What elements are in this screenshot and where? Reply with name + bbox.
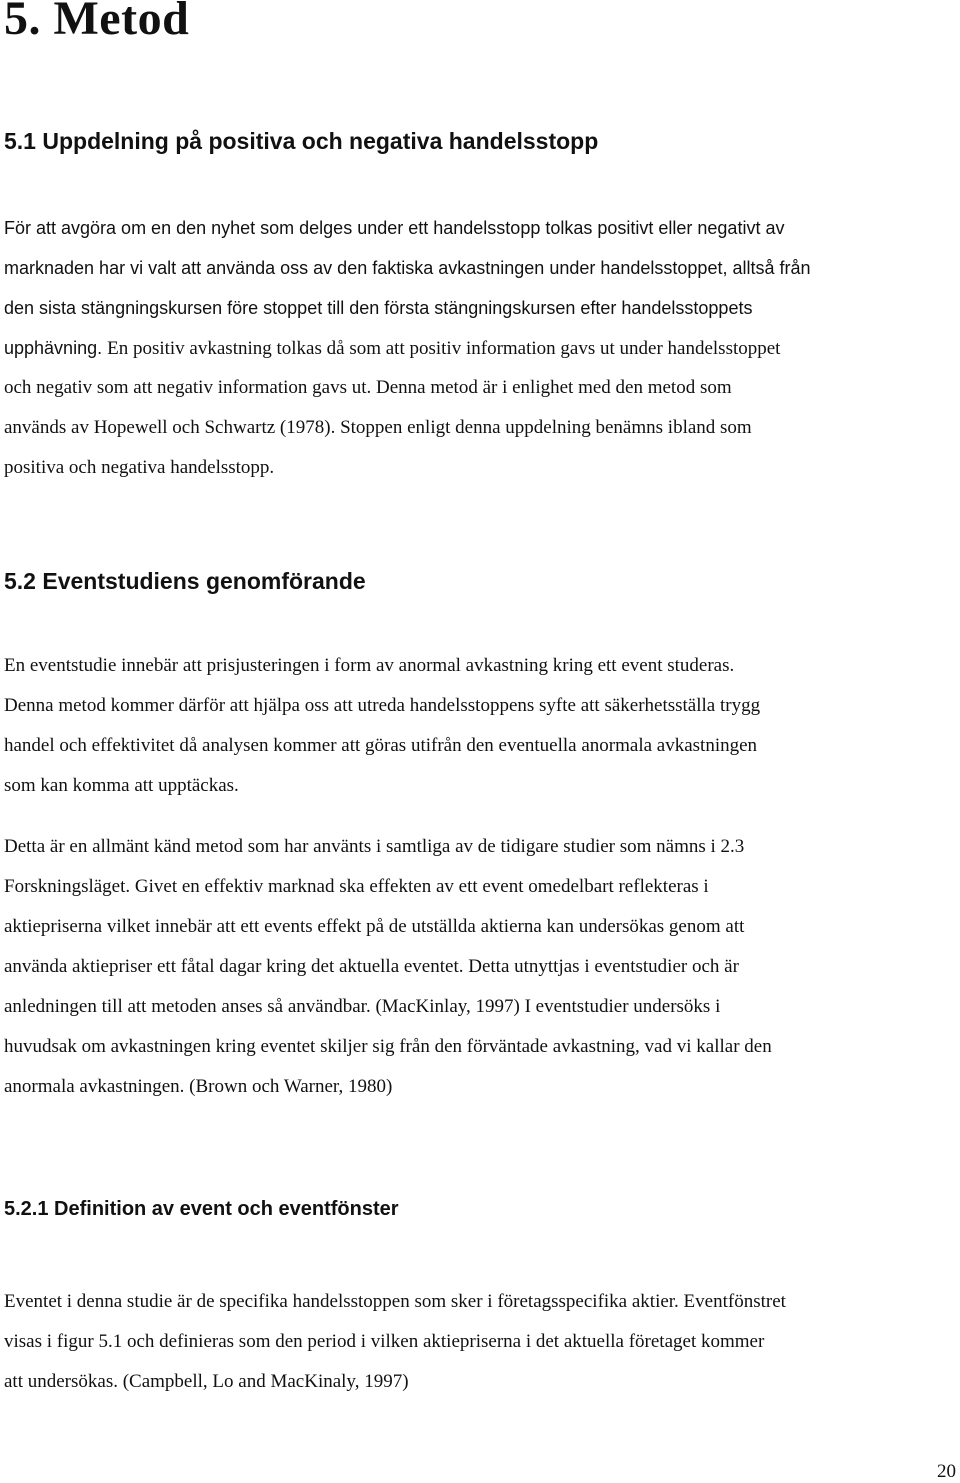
text-line: marknaden har vi valt att använda oss av den faktiska avkastningen under handelsstoppet, alltså från — [4, 258, 811, 278]
section-heading-5-2: 5.2 Eventstudiens genomförande — [4, 568, 366, 594]
text-line: En eventstudie innebär att prisjusteringen i form av anormal avkastning kring ett event studeras. — [4, 655, 735, 676]
text-line: Eventet i denna studie är de specifika handelsstoppen som sker i företagsspecifika aktier. Eventfönstret — [4, 1291, 786, 1312]
text-line-segment: upphävning. — [4, 338, 108, 358]
text-line: huvudsak om avkastningen kring eventet skiljer sig från den förväntade avkastning, vad vi kallar den — [4, 1036, 772, 1057]
text-line: Detta är en allmänt känd metod som har använts i samtliga av de tidigare studier som nämns i 2.3 — [4, 836, 745, 857]
text-line: anormala avkastningen. (Brown och Warner, 1980) — [4, 1076, 393, 1097]
text-line: För att avgöra om en den nyhet som delges under ett handelsstopp tolkas positivt eller negativt av — [4, 218, 785, 238]
text-line: Denna metod kommer därför att hjälpa oss att utreda handelsstoppens syfte att säkerhetsställa trygg — [4, 695, 761, 716]
section-heading-5-1: 5.1 Uppdelning på positiva och negativa handelsstopp — [4, 128, 599, 154]
text-line: och negativ som att negativ information gavs ut. Denna metod är i enlighet med den metod som — [4, 377, 732, 398]
text-line: aktiepriserna vilket innebär att ett events effekt på de utställda aktierna kan undersökas genom att — [4, 916, 745, 937]
subsection-heading-5-2-1: 5.2.1 Definition av event och eventfönster — [4, 1198, 399, 1220]
text-line: anledningen till att metoden anses så användbar. (MacKinlay, 1997) I eventstudier undersöks i — [4, 996, 721, 1017]
text-line: som kan komma att upptäckas. — [4, 775, 239, 796]
text-line: att undersökas. (Campbell, Lo and MacKinaly, 1997) — [4, 1371, 409, 1392]
text-line: använda aktiepriser ett fåtal dagar kring det aktuella eventet. Detta utnyttjas i eventstudier och är — [4, 956, 739, 977]
chapter-title: 5. Metod — [4, 0, 190, 45]
text-line: Forskningsläget. Givet en effektiv marknad ska effekten av ett event omedelbart reflekteras i — [4, 876, 709, 897]
text-line: visas i figur 5.1 och definieras som den period i vilken aktiepriserna i det aktuella företaget kommer — [4, 1331, 765, 1352]
text-line: används av Hopewell och Schwartz (1978). Stoppen enligt denna uppdelning benämns ibland som — [4, 417, 752, 438]
page-number: 20 — [937, 1461, 956, 1482]
text-line: positiva och negativa handelsstopp. — [4, 457, 275, 478]
text-line — [4, 336, 780, 361]
text-line-segment: En positiv avkastning tolkas då som att positiv information gavs ut under handelsstoppet — [107, 338, 781, 359]
text-line: den sista stängningskursen före stoppet till den första stängningskursen efter handelsstoppets — [4, 298, 753, 318]
text-line: handel och effektivitet då analysen kommer att göras utifrån den eventuella anormala avkastningen — [4, 735, 758, 756]
